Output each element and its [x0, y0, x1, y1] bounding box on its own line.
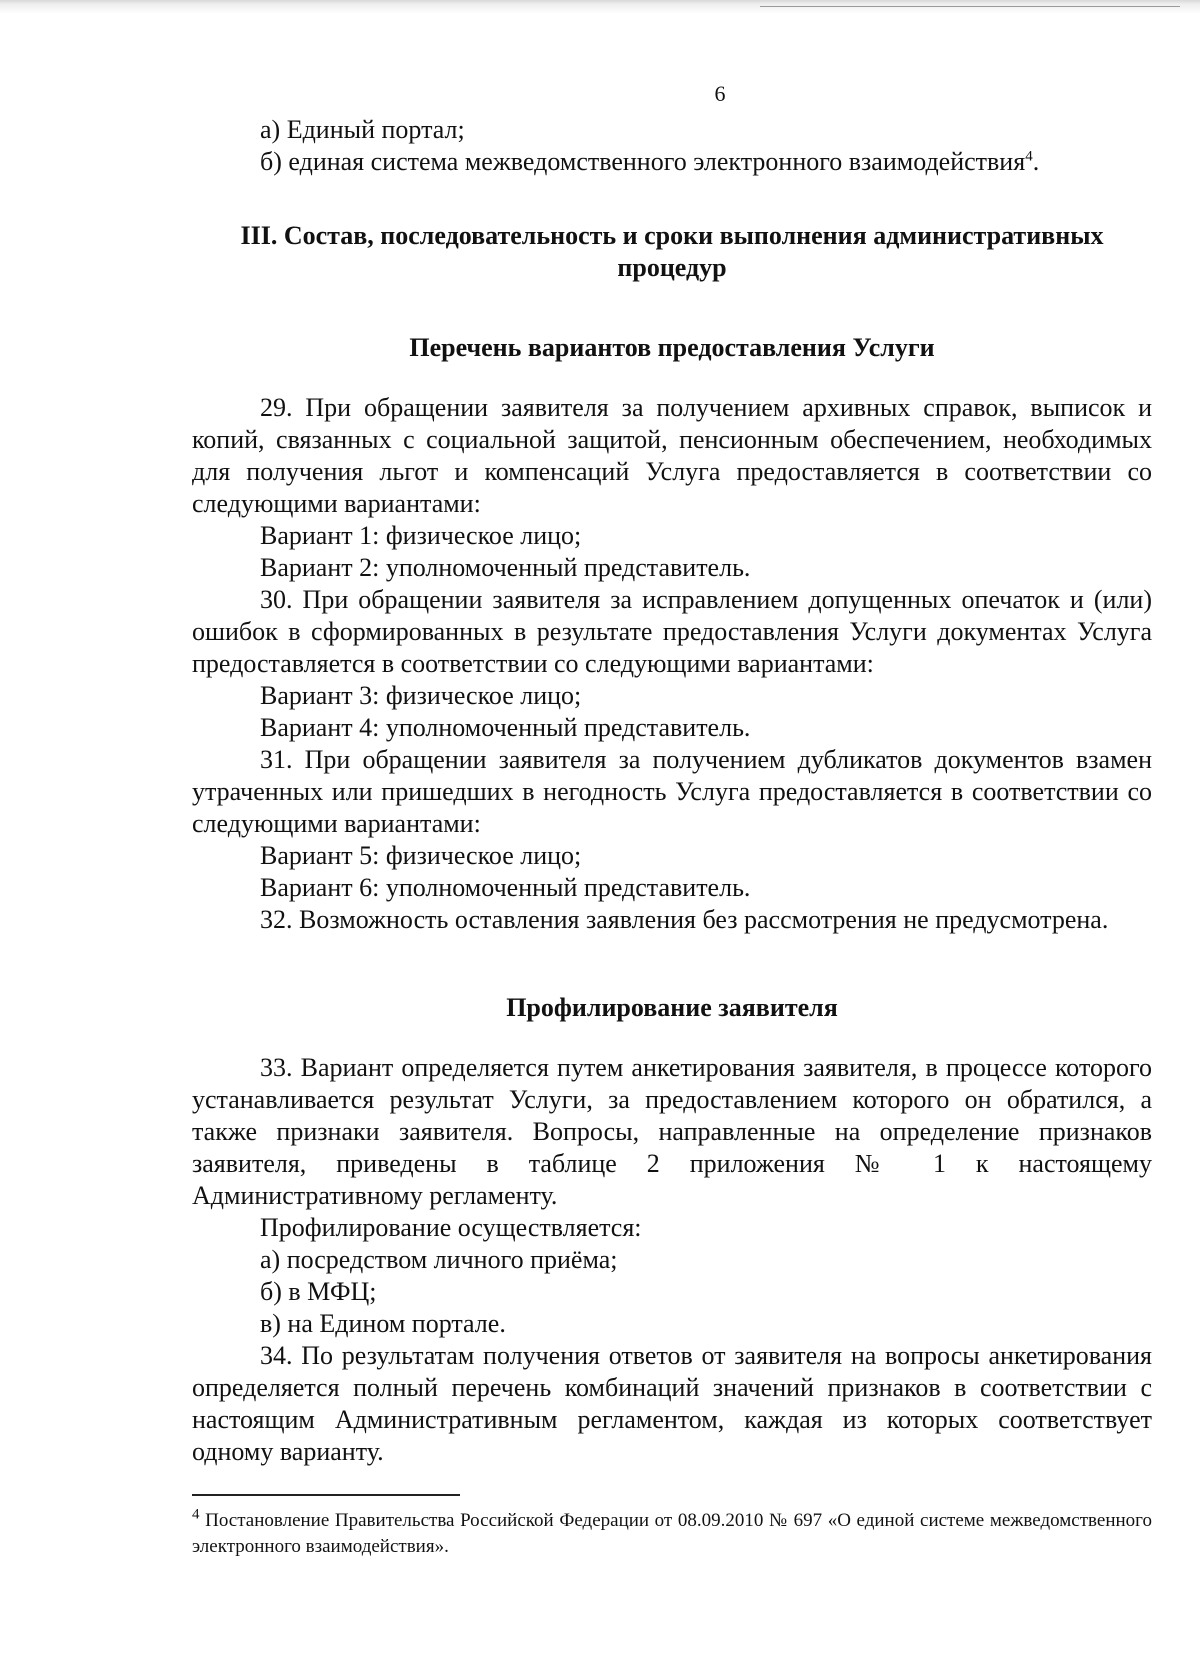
- variant-2: Вариант 2: уполномоченный представитель.: [260, 553, 751, 582]
- variant-3: Вариант 3: физическое лицо;: [260, 681, 582, 710]
- intro-item-b: [192, 146, 1152, 178]
- footnote-marker: 4: [192, 1506, 200, 1523]
- variant-1: Вариант 1: физическое лицо;: [260, 521, 582, 550]
- footnote-text: Постановление Правительства Российской Федерации от 08.09.2010 № 697 «О единой системе межведомственного электронного взаимодействия».: [192, 1510, 1152, 1557]
- paragraph-33: 33. Вариант определяется путем анкетирования заявителя, в процессе которого устанавливается результат Услуги, за предоставлением которого он обратился, а также признаки заявителя. Вопросы, направленные на определение признаков заявителя, приведены в таблице 2 приложения № 1 к настоящему Административному регламенту.: [192, 1053, 1152, 1210]
- profiling-item-b: б) в МФЦ;: [260, 1277, 377, 1306]
- paragraph-32: 32. Возможность оставления заявления без рассмотрения не предусмотрена.: [260, 905, 1109, 934]
- scan-edge-line: [760, 6, 1180, 7]
- variant-4: Вариант 4: уполномоченный представитель.: [260, 713, 751, 742]
- page-number: 6: [714, 81, 726, 106]
- intro-item-b-text: б) единая система межведомственного электронного взаимодействия: [260, 147, 1026, 176]
- footnote: [192, 1508, 1152, 1560]
- paragraph-34: 34. По результатам получения ответов от заявителя на вопросы анкетирования определяется полный перечень комбинаций значений признаков в соответствии с настоящим Административным регламентом, каждая из которых соответствует одному варианту.: [192, 1341, 1152, 1466]
- document-page: [192, 76, 1152, 1560]
- footnote-divider: [192, 1494, 460, 1496]
- section-title: III. Состав, последовательность и сроки выполнения административных процедур: [240, 221, 1104, 282]
- footnote-ref: 4: [1025, 148, 1033, 165]
- variant-5: Вариант 5: физическое лицо;: [260, 841, 582, 870]
- paragraph-30: 30. При обращении заявителя за исправлением допущенных опечаток и (или) ошибок в сформированных в результате предоставления Услуги документах Услуга предоставляется в соответствии со следующими вариантами:: [192, 585, 1152, 678]
- profiling-item-a: а) посредством личного приёма;: [260, 1245, 618, 1274]
- variant-6: Вариант 6: уполномоченный представитель.: [260, 873, 751, 902]
- intro-item-b-end: .: [1032, 147, 1040, 176]
- subsection-heading-profiling: Профилирование заявителя: [506, 993, 838, 1022]
- scan-edge-shadow: [0, 0, 1200, 14]
- paragraph-29: 29. При обращении заявителя за получением архивных справок, выписок и копий, связанных с социальной защитой, пенсионным обеспечением, необходимых для получения льгот и компенсаций Услуга предоставляется в соответствии со следующими вариантами:: [192, 393, 1152, 518]
- profiling-intro: Профилирование осуществляется:: [260, 1213, 642, 1242]
- profiling-item-c: в) на Едином портале.: [260, 1309, 506, 1338]
- intro-item-a: а) Единый портал;: [260, 115, 465, 144]
- paragraph-31: 31. При обращении заявителя за получением дубликатов документов взамен утраченных или пришедших в негодность Услуга предоставляется в соответствии со следующими вариантами:: [192, 745, 1152, 838]
- subsection-heading-variants: Перечень вариантов предоставления Услуги: [409, 333, 935, 362]
